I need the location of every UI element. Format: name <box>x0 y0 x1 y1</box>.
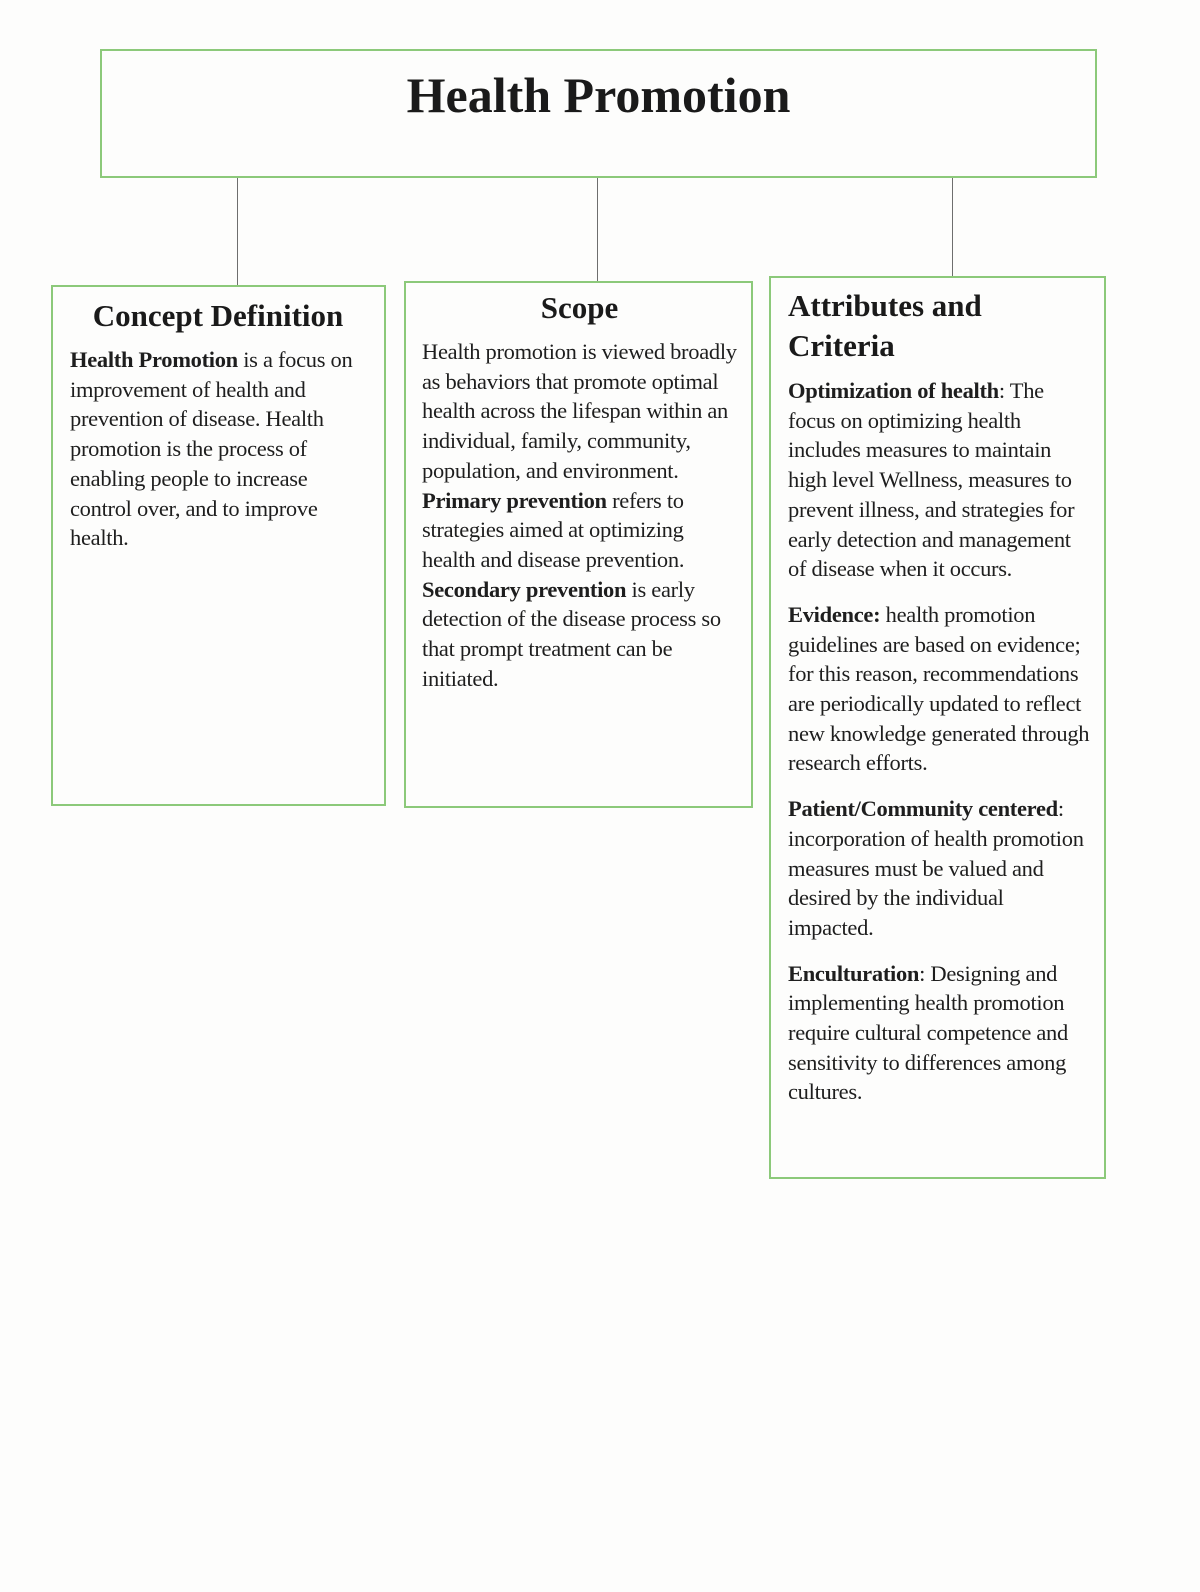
attribute-item <box>788 376 1094 584</box>
attribute-term: Optimization of health <box>788 378 999 403</box>
connector-attributes <box>952 178 953 276</box>
secondary-prevention-term: Secondary prevention <box>422 576 627 602</box>
connector-scope <box>597 178 598 281</box>
scope-box <box>404 281 753 808</box>
attributes-criteria-heading: Attributes and Criteria <box>788 288 982 363</box>
attribute-term: Patient/Community centered <box>788 796 1058 822</box>
concept-definition-heading: Concept Definition <box>92 298 344 333</box>
attribute-term: Evidence: <box>788 601 881 627</box>
scope-heading: Scope <box>540 290 619 325</box>
attribute-item <box>788 959 1094 1108</box>
attributes-criteria-box <box>769 276 1106 1179</box>
connector-concept <box>237 178 238 285</box>
attribute-term: Enculturation <box>788 960 920 986</box>
secondary-prevention-text: is early detection of the disease process so that prompt treatment can be initiated. <box>422 576 721 691</box>
attribute-text: health promotion guidelines are based on evidence; for this reason, recommendations are periodically updated to reflect new knowledge generated through research efforts. <box>788 601 1090 776</box>
concept-body: is a focus on improvement of health and prevention of disease. Health promotion is the process of enabling people to increase control over, and to improve health. <box>70 347 353 551</box>
scope-intro: Health promotion is viewed broadly as behaviors that promote optimal health across the lifespan within an individual, family, community, population, and environment. <box>422 339 737 483</box>
attribute-text: : The focus on optimizing health includes measures to maintain high level Wellness, measures to prevent illness, and strategies for early detection and management of disease when it occurs. <box>788 378 1075 582</box>
primary-prevention-text: refers to strategies aimed at optimizing health and disease prevention. <box>422 487 685 572</box>
scope-text <box>422 337 737 693</box>
concept-definition-box <box>51 285 386 806</box>
primary-prevention-term: Primary prevention <box>422 487 607 513</box>
title-box <box>100 49 1097 178</box>
attribute-item <box>788 600 1094 778</box>
concept-definition-text <box>70 345 366 553</box>
attribute-text: : Designing and implementing health promotion require cultural competence and sensitivity to differences among cultures. <box>788 960 1068 1105</box>
attribute-item <box>788 794 1094 943</box>
diagram-title: Health Promotion <box>406 67 791 123</box>
concept-term: Health Promotion <box>70 347 238 372</box>
attribute-text: : incorporation of health promotion measures must be valued and desired by the individual impacted. <box>788 796 1084 940</box>
